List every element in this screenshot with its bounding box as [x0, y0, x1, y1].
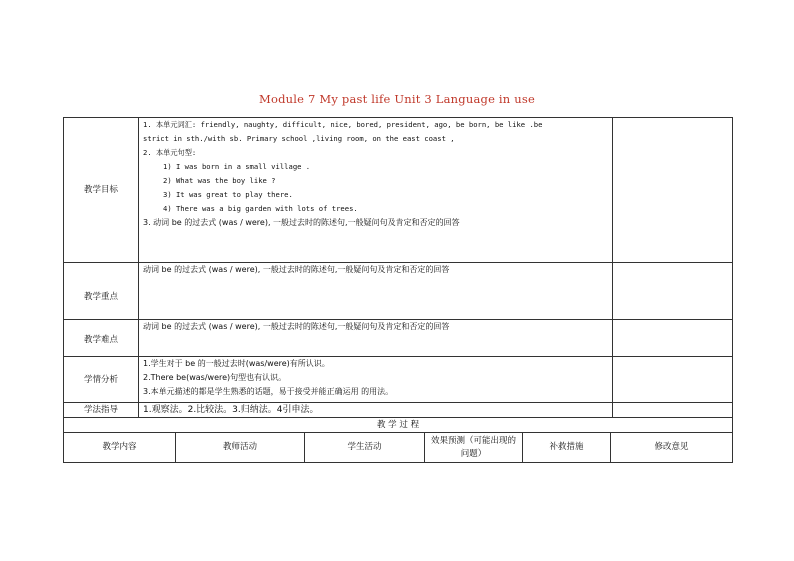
column-header: 修改意见 [611, 433, 733, 463]
objective-line: 1) I was born in a small village . [163, 162, 311, 171]
lesson-plan-table [63, 117, 733, 418]
key-points-notes [613, 263, 733, 320]
objective-line: 1. 本单元词汇: friendly, naughty, difficult, nice, bored, president, ago, be born, be like .be [143, 120, 543, 129]
document-title: Module 7 My past life Unit 3 Language in use [258, 92, 535, 106]
column-header: 效果预测（可能出现的问题） [425, 433, 523, 463]
study-method-text: 1.观察法。2.比较法。3.归纳法。4引申法。 [139, 403, 613, 418]
difficult-points-text: 动词 be 的过去式 (was / were), 一般过去时的陈述句,一般疑问句及肯定和否定的回答 [139, 320, 613, 357]
situation-line: 2.There be(was/were)句型也有认识。 [143, 373, 287, 382]
situation-line: 3.本单元描述的都是学生熟悉的话题，易于接受并能正确运用 的用法。 [143, 387, 394, 396]
learning-situation-label: 学情分析 [64, 357, 139, 403]
key-points-label: 教学重点 [64, 263, 139, 320]
situation-line: 1.学生对于 be 的一般过去时(was/were)有所认识。 [143, 359, 330, 368]
difficult-points-notes [613, 320, 733, 357]
objective-line: 2. 本单元句型: [143, 148, 197, 157]
objectives-label: 教学目标 [64, 118, 139, 263]
study-method-notes [613, 403, 733, 418]
objective-line: strict in sth./with sb. Primary school ,living room, on the east coast , [143, 134, 455, 143]
objective-line: 2) What was the boy like ? [163, 176, 276, 185]
learning-situation-content [139, 357, 613, 403]
column-header: 学生活动 [305, 433, 425, 463]
study-method-label: 学法指导 [64, 403, 139, 418]
objective-line: 3. 动词 be 的过去式 (was / were), 一般过去时的陈述句,一般疑问句及肯定和否定的回答 [143, 218, 460, 227]
objectives-content [139, 118, 613, 263]
process-title: 教 学 过 程 [64, 418, 733, 433]
key-points-text: 动词 be 的过去式 (was / were), 一般过去时的陈述句,一般疑问句及肯定和否定的回答 [139, 263, 613, 320]
objective-line: 3) It was great to play there. [163, 190, 293, 199]
difficult-points-label: 教学难点 [64, 320, 139, 357]
column-header: 教师活动 [176, 433, 305, 463]
objective-line: 4) There was a big garden with lots of trees. [163, 204, 358, 213]
process-table [63, 417, 733, 463]
column-header: 教学内容 [64, 433, 176, 463]
objectives-notes [613, 118, 733, 263]
learning-situation-notes [613, 357, 733, 403]
column-header: 补救措施 [523, 433, 611, 463]
